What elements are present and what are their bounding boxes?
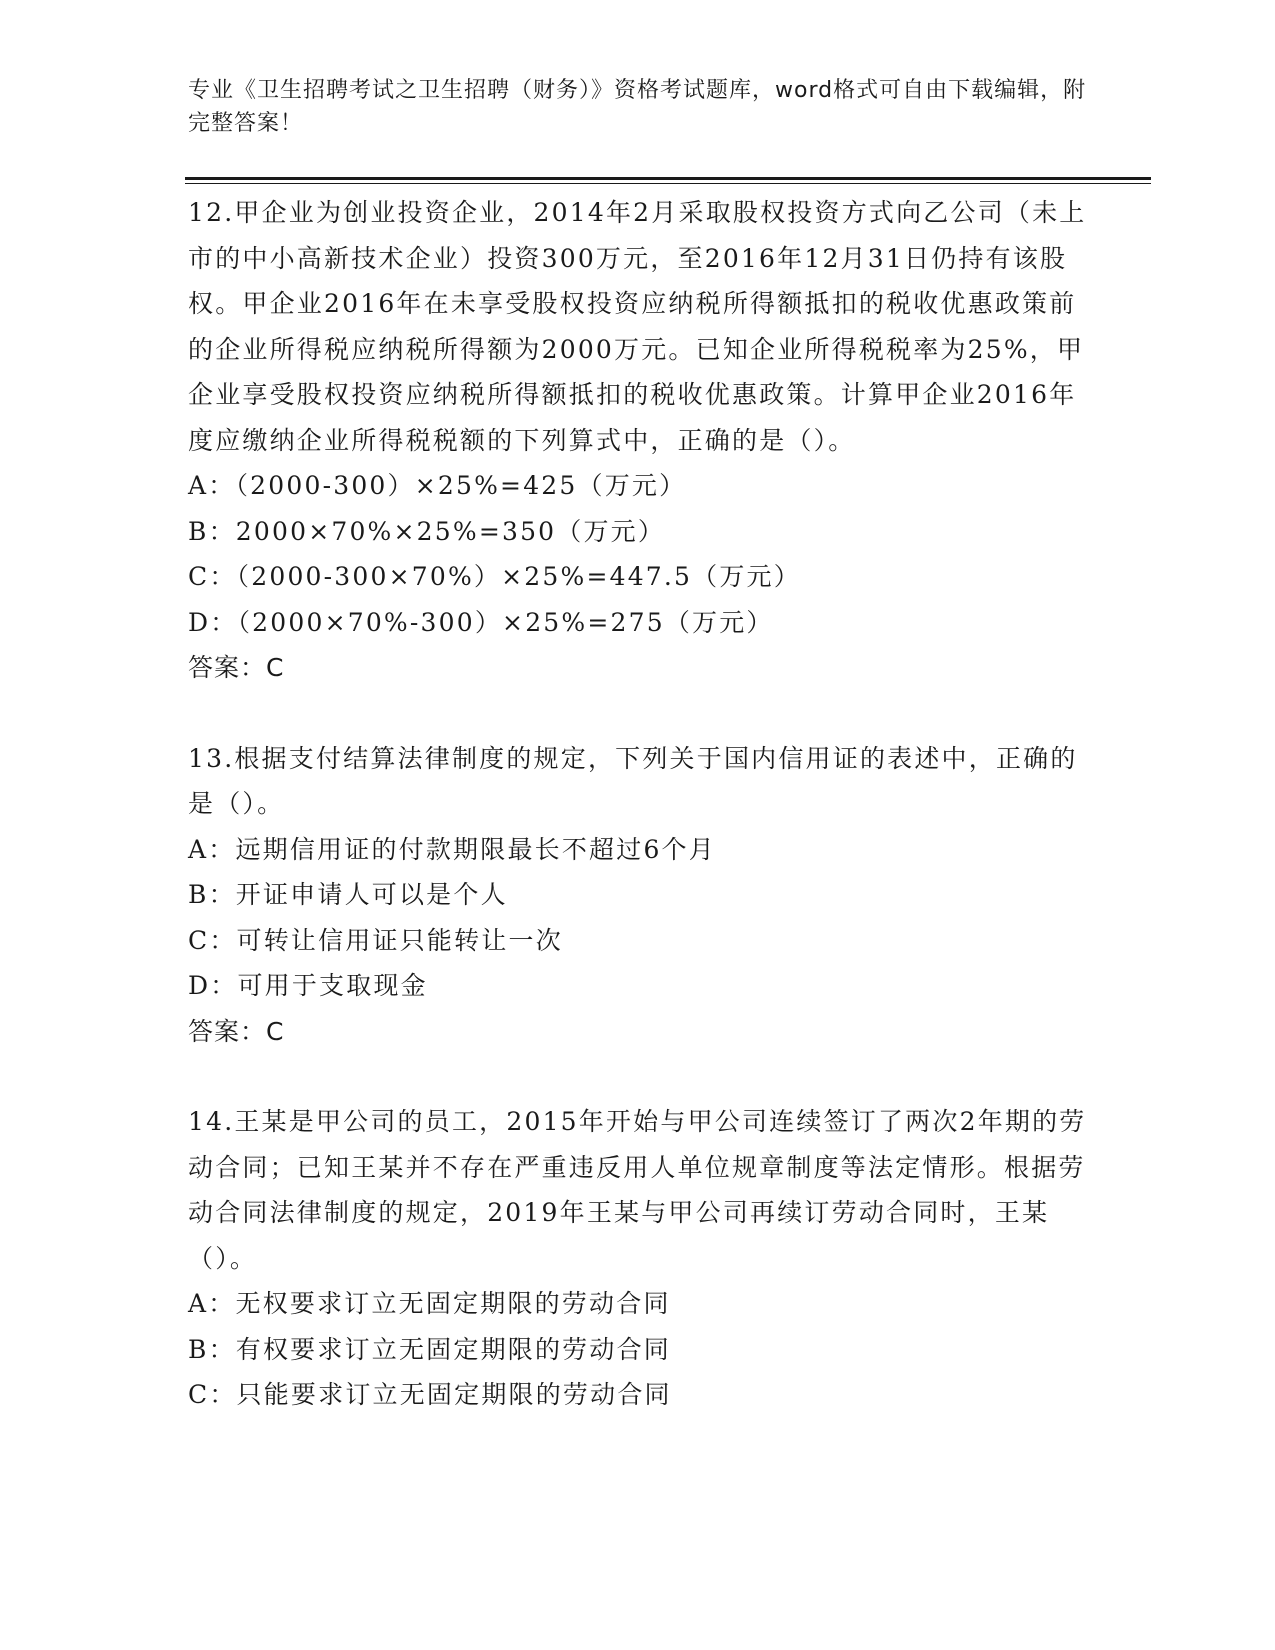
question-12	[188, 190, 1088, 691]
option-b: B：有权要求订立无固定期限的劳动合同	[188, 1334, 671, 1364]
option-d: D：可用于支取现金	[188, 971, 428, 1000]
option-b: B：开证申请人可以是个人	[188, 880, 508, 909]
header-divider-thick	[185, 177, 1151, 180]
question-14	[188, 1099, 1088, 1418]
option-a: A：（2000-300）×25%=425（万元）	[188, 471, 687, 500]
option-b: B：2000×70%×25%=350（万元）	[188, 516, 666, 546]
option-c: C：只能要求订立无固定期限的劳动合同	[188, 1380, 672, 1409]
option-a: A：远期信用证的付款期限最长不超过6个月	[188, 834, 716, 864]
answer-line: 答案：C	[188, 653, 285, 682]
option-d: D：（2000×70%-300）×25%=275（万元）	[188, 607, 774, 637]
question-13	[188, 736, 1088, 1055]
answer-line: 答案：C	[188, 1016, 285, 1046]
header-divider-thin	[185, 183, 1151, 184]
question-stem: 14.王某是甲公司的员工，2015年开始与甲公司连续签订了两次2年期的劳动合同；已知王某并不存在严重违反用人单位规章制度等法定情形。根据劳动合同法律制度的规定，2019年王某与甲公司再续订劳动合同时，王某（）。	[188, 1107, 1087, 1273]
option-c: C：可转让信用证只能转让一次	[188, 925, 563, 955]
option-a: A：无权要求订立无固定期限的劳动合同	[188, 1289, 671, 1318]
document-header: 专业《卫生招聘考试之卫生招聘（财务）》资格考试题库，word格式可自由下载编辑，附完整答案！	[188, 78, 1087, 136]
question-stem: 13.根据支付结算法律制度的规定，下列关于国内信用证的表述中，正确的是（）。	[188, 743, 1078, 818]
question-spacer	[188, 691, 1088, 736]
question-stem: 12.甲企业为创业投资企业，2014年2月采取股权投资方式向乙公司（未上市的中小高新技术企业）投资300万元，至2016年12月31日仍持有该股权。甲企业2016年在未享受股权投资应纳税所得额抵扣的税收优惠政策前的企业所得税应纳税所得额为2000万元。已知企业所得税税率为25%，甲企业享受股权投资应纳税所得额抵扣的税收优惠政策。计算甲企业2016年度应缴纳企业所得税税额的下列算式中，正确的是（）。	[188, 198, 1087, 455]
question-spacer	[188, 1054, 1088, 1099]
option-c: C：（2000-300×70%）×25%=447.5（万元）	[188, 562, 801, 591]
question-list	[188, 190, 1088, 1418]
